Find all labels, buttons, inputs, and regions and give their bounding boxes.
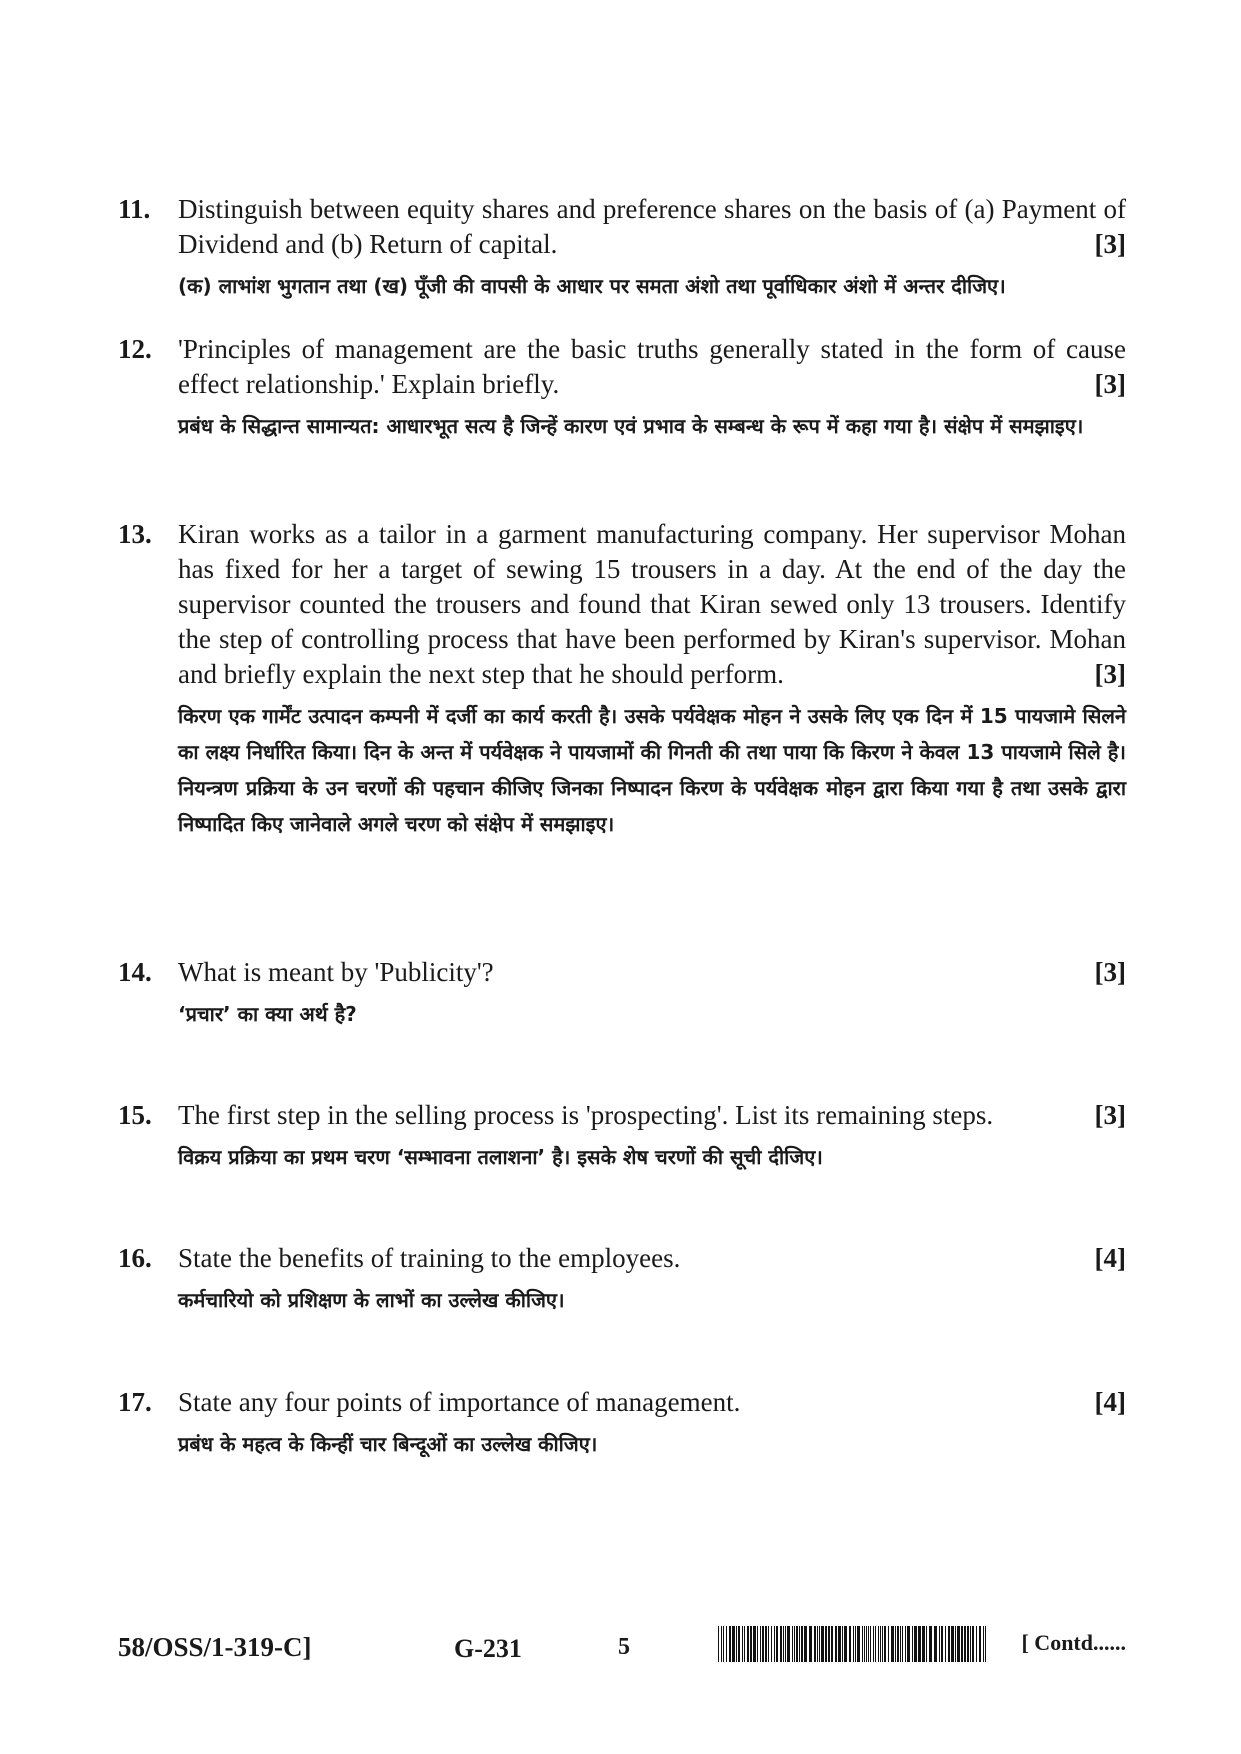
marks-label: [3] [1094,1100,1126,1130]
marks-label: [4] [1094,1387,1126,1417]
continued-label: [ Contd...... [1021,1630,1126,1655]
question-text-hindi: विक्रय प्रक्रिया का प्रथम चरण ‘सम्भावना तलाशना’ है। इसके शेष चरणों की सूची दीजिए। [178,1145,823,1169]
question-number: 14. [118,957,152,987]
question-number: 15. [118,1100,152,1130]
question-number: 13. [118,519,152,549]
question-text-english [178,955,1126,990]
question-text: The first step in the selling process is 'prospecting'. List its remaining steps. [178,1100,994,1130]
question-text: What is meant by 'Publicity'? [178,957,494,987]
question-12 [118,332,1133,444]
question-17 [118,1385,1126,1462]
marks-label: [3] [1094,659,1126,689]
question-text-hindi: प्रबंध के सिद्धान्त सामान्यत: आधारभूत सत्य है जिन्हें कारण एवं प्रभाव के सम्बन्ध के रूप में कहा गया है। संक्षेप में समझाइए। [178,414,1084,438]
marks-label: [3] [1094,229,1126,259]
question-13 [118,517,1133,842]
question-text: State any four points of importance of management. [178,1387,741,1417]
marks-label: [4] [1094,1243,1126,1273]
series-code: G-231 [454,1634,522,1663]
question-text-english [178,1385,1126,1420]
question-16 [118,1241,1126,1318]
question-number: 11. [118,194,151,224]
question-text-hindi: ‘प्रचार’ का क्या अर्थ है? [178,1002,357,1026]
question-text: Kiran works as a tailor in a garment manufacturing company. Her supervisor Mohan has fixed for her a target of sewing 15 trousers in a day. At the end of the day the supervisor counted the trousers and found that Kiran sewed only 13 trousers. Identify the step of controlling process that have been performed by Kiran's supervisor. Mohan and briefly explain the next step that he should perform. [178,519,1133,689]
question-text-english [178,192,1133,262]
question-11 [118,192,1133,304]
question-14 [118,955,1126,1032]
question-text-english [178,332,1133,402]
question-number: 12. [118,334,152,364]
question-text-hindi: कर्मचारियो को प्रशिक्षण के लाभों का उल्लेख कीजिए। [178,1288,565,1312]
question-text-hindi: किरण एक गार्मेंट उत्पादन कम्पनी में दर्जी का कार्य करती है। उसके पर्यवेक्षक मोहन ने उसके लिए एक दिन में 15 पायजामे सिलने का लक्ष्य निर्धारित किया। दिन के अन्त में पर्यवेक्षक ने पायजामों की गिनती की तथा पाया कि किरण ने केवल 13 पायजामे सिले है। नियन्त्रण प्रक्रिया के उन चरणों की पहचान कीजिए जिनका निष्पादन किरण के पर्यवेक्षक मोहन द्वारा किया गया है तथा उसके द्वारा निष्पादित किए जानेवाले अगले चरण को संक्षेप में समझाइए। [178,704,1126,836]
question-text-hindi: (क) लाभांश भुगतान तथा (ख) पूँजी की वापसी के आधार पर समता अंशो तथा पूर्वाधिकार अंशो में अन्तर दीजिए। [178,274,1006,298]
paper-code: 58/OSS/1-319-C] [118,1632,312,1662]
barcode-icon [718,1626,990,1662]
question-text: State the benefits of training to the employees. [178,1243,681,1273]
page-number: 5 [618,1634,630,1660]
question-15 [118,1098,1126,1175]
marks-label: [3] [1094,957,1126,987]
question-text: 'Principles of management are the basic truths generally stated in the form of cause effect relationship.' Explain briefly. [178,334,1133,399]
marks-label: [3] [1094,369,1126,399]
question-number: 17. [118,1387,152,1417]
question-text: Distinguish between equity shares and preference shares on the basis of (a) Payment of Dividend and (b) Return of capital. [178,194,1133,259]
question-text-english [178,1241,1126,1276]
question-number: 16. [118,1243,152,1273]
question-text-english [178,1098,1126,1133]
question-text-english [178,517,1133,692]
page-footer [118,1626,1126,1670]
question-text-hindi: प्रबंध के महत्व के किन्हीं चार बिन्दूओं का उल्लेख कीजिए। [178,1432,598,1456]
